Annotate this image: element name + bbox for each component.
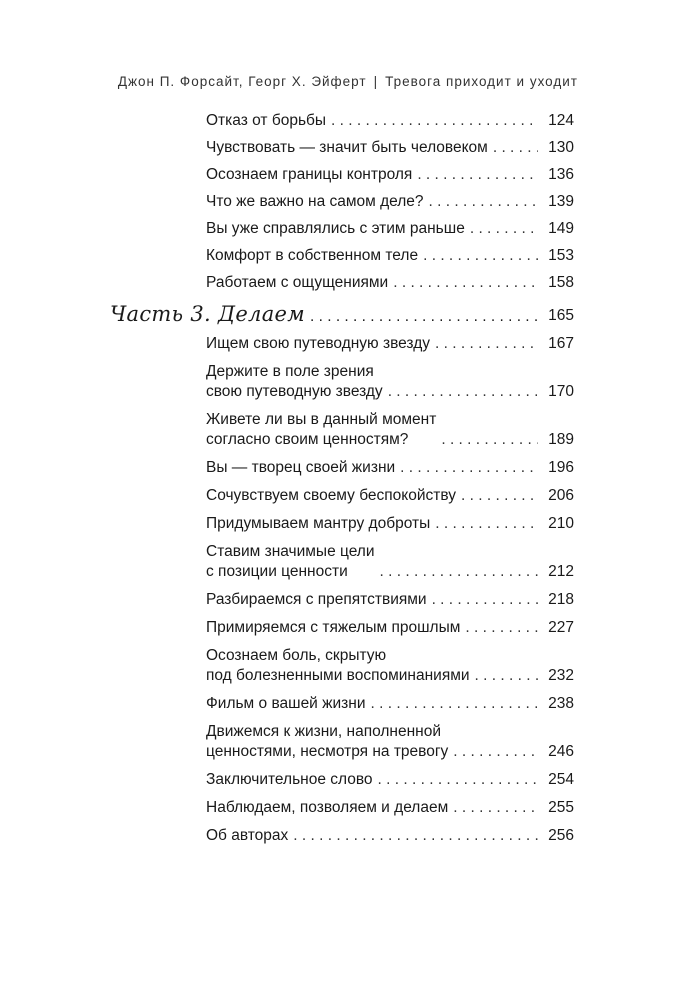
toc-entry-title-line2: свою путеводную звезду	[206, 383, 383, 400]
toc-leader-dots	[461, 486, 538, 506]
toc-entry[interactable]	[206, 273, 574, 293]
toc-entry-page: 158	[548, 274, 574, 291]
toc-entry-title: Заключительное слово	[206, 771, 373, 788]
toc-leader-dots	[441, 430, 538, 450]
toc-entry-page: 139	[548, 193, 574, 210]
toc-leader-dots	[423, 246, 538, 266]
toc-leader-dots	[429, 192, 538, 212]
toc-entry-title-line2: под болезненными воспоминаниями	[206, 667, 470, 684]
toc-entry-page: 238	[548, 695, 574, 712]
toc-entry[interactable]	[206, 458, 574, 478]
toc-entry-title: Об авторах	[206, 827, 289, 844]
part-heading[interactable]	[110, 302, 574, 326]
toc-entry[interactable]	[206, 618, 574, 638]
toc-entry-page: 130	[548, 139, 574, 156]
toc-entry-title: Чувствовать — значит быть человеком	[206, 139, 488, 156]
toc-entry-title-line1: Осознаем боль, скрытую	[206, 647, 387, 664]
toc-entry-page: 246	[548, 743, 574, 760]
toc-entry-page: 189	[548, 431, 574, 448]
toc-entry-page: 170	[548, 383, 574, 400]
toc-leader-dots	[470, 219, 538, 239]
toc-entry-page: 212	[548, 563, 574, 580]
table-of-contents	[110, 111, 574, 846]
toc-entry-title-line1: Ставим значимые цели	[206, 543, 375, 560]
toc-entry-title	[206, 410, 436, 450]
toc-entry[interactable]	[206, 514, 574, 534]
header-authors: Джон П. Форсайт, Георг Х. Эйферт	[117, 74, 367, 89]
toc-entry-title	[206, 646, 470, 686]
toc-entry-title: Что же важно на самом деле?	[206, 193, 424, 210]
toc-entry[interactable]	[206, 590, 574, 610]
toc-entry-title-line1: Держите в поле зрения	[206, 363, 374, 380]
part-title: Часть 3. Делаем	[110, 302, 305, 326]
toc-entry-page: 206	[548, 487, 574, 504]
toc-entry-title: Работаем с ощущениями	[206, 274, 389, 291]
toc-leader-dots	[378, 770, 538, 790]
toc-entry-title: Вы уже справлялись с этим раньше	[206, 220, 465, 237]
toc-entry-page: 256	[548, 827, 574, 844]
toc-leader-dots	[493, 138, 538, 158]
toc-entry-title: Комфорт в собственном теле	[206, 247, 419, 264]
toc-leader-dots	[331, 111, 538, 131]
toc-entry-title: Осознаем границы контроля	[206, 166, 413, 183]
toc-entry-page: 167	[548, 335, 574, 352]
header-separator: |	[373, 74, 379, 89]
toc-leader-dots	[465, 618, 538, 638]
toc-entry-page: 218	[548, 591, 574, 608]
toc-entry-title	[206, 722, 448, 762]
toc-entry[interactable]	[206, 219, 574, 239]
toc-leader-dots	[393, 273, 538, 293]
toc-leader-dots	[380, 562, 538, 582]
toc-entry-page: 136	[548, 166, 574, 183]
toc-entry-page: 149	[548, 220, 574, 237]
toc-leader-dots	[417, 165, 538, 185]
toc-entry[interactable]	[206, 826, 574, 846]
toc-leader-dots	[453, 742, 538, 762]
toc-entry-title: Разбираемся с препятствиями	[206, 591, 427, 608]
toc-entry-title-line1: Движемся к жизни, наполненной	[206, 723, 442, 740]
running-head	[60, 74, 578, 89]
toc-leader-dots	[453, 798, 538, 818]
toc-entry[interactable]	[206, 165, 574, 185]
toc-entry[interactable]	[206, 138, 574, 158]
toc-leader-dots	[435, 334, 538, 354]
toc-entry-title	[206, 542, 375, 582]
toc-leader-dots	[475, 666, 538, 686]
toc-entry[interactable]	[206, 192, 574, 212]
toc-entry[interactable]	[206, 722, 574, 762]
toc-entry-title-line2: с позиции ценности	[206, 563, 348, 580]
part-page: 165	[548, 307, 574, 324]
toc-entry-title-line1: Живете ли вы в данный момент	[206, 411, 437, 428]
toc-entry-page: 210	[548, 515, 574, 532]
toc-entry[interactable]	[206, 542, 574, 582]
toc-leader-dots	[435, 514, 538, 534]
toc-entry[interactable]	[206, 798, 574, 818]
toc-entry-title-line2: согласно своим ценностям?	[206, 431, 409, 448]
toc-leader-dots	[310, 308, 542, 326]
toc-entry-page: 255	[548, 799, 574, 816]
toc-entry-title	[206, 362, 383, 402]
toc-entry[interactable]	[206, 111, 574, 131]
toc-leader-dots	[371, 694, 538, 714]
toc-entry-title: Придумываем мантру доброты	[206, 515, 431, 532]
toc-leader-dots	[400, 458, 538, 478]
header-book-title: Тревога приходит и уходит	[385, 74, 578, 89]
toc-entry-page: 227	[548, 619, 574, 636]
toc-entry-page: 196	[548, 459, 574, 476]
toc-entry-title: Наблюдаем, позволяем и делаем	[206, 799, 449, 816]
toc-entry-page: 153	[548, 247, 574, 264]
toc-entry-page: 232	[548, 667, 574, 684]
toc-entry[interactable]	[206, 646, 574, 686]
toc-entry[interactable]	[206, 770, 574, 790]
toc-leader-dots	[293, 826, 538, 846]
toc-entry[interactable]	[206, 362, 574, 402]
toc-entry-title: Фильм о вашей жизни	[206, 695, 366, 712]
toc-leader-dots	[432, 590, 538, 610]
toc-entry-title: Примиряемся с тяжелым прошлым	[206, 619, 461, 636]
toc-entry[interactable]	[206, 694, 574, 714]
toc-entry[interactable]	[206, 334, 574, 354]
toc-entry-page: 254	[548, 771, 574, 788]
toc-entry-title: Отказ от борьбы	[206, 112, 327, 129]
toc-entry-title: Сочувствуем своему беспокойству	[206, 487, 457, 504]
toc-entry-title-line2: ценностями, несмотря на тревогу	[206, 743, 449, 760]
toc-entry-title: Вы — творец своей жизни	[206, 459, 396, 476]
toc-entry[interactable]	[206, 486, 574, 506]
toc-entry-page: 124	[548, 112, 574, 129]
toc-entry[interactable]	[206, 246, 574, 266]
toc-leader-dots	[388, 382, 538, 402]
toc-entry[interactable]	[206, 410, 574, 450]
toc-entry-title: Ищем свою путеводную звезду	[206, 335, 430, 352]
